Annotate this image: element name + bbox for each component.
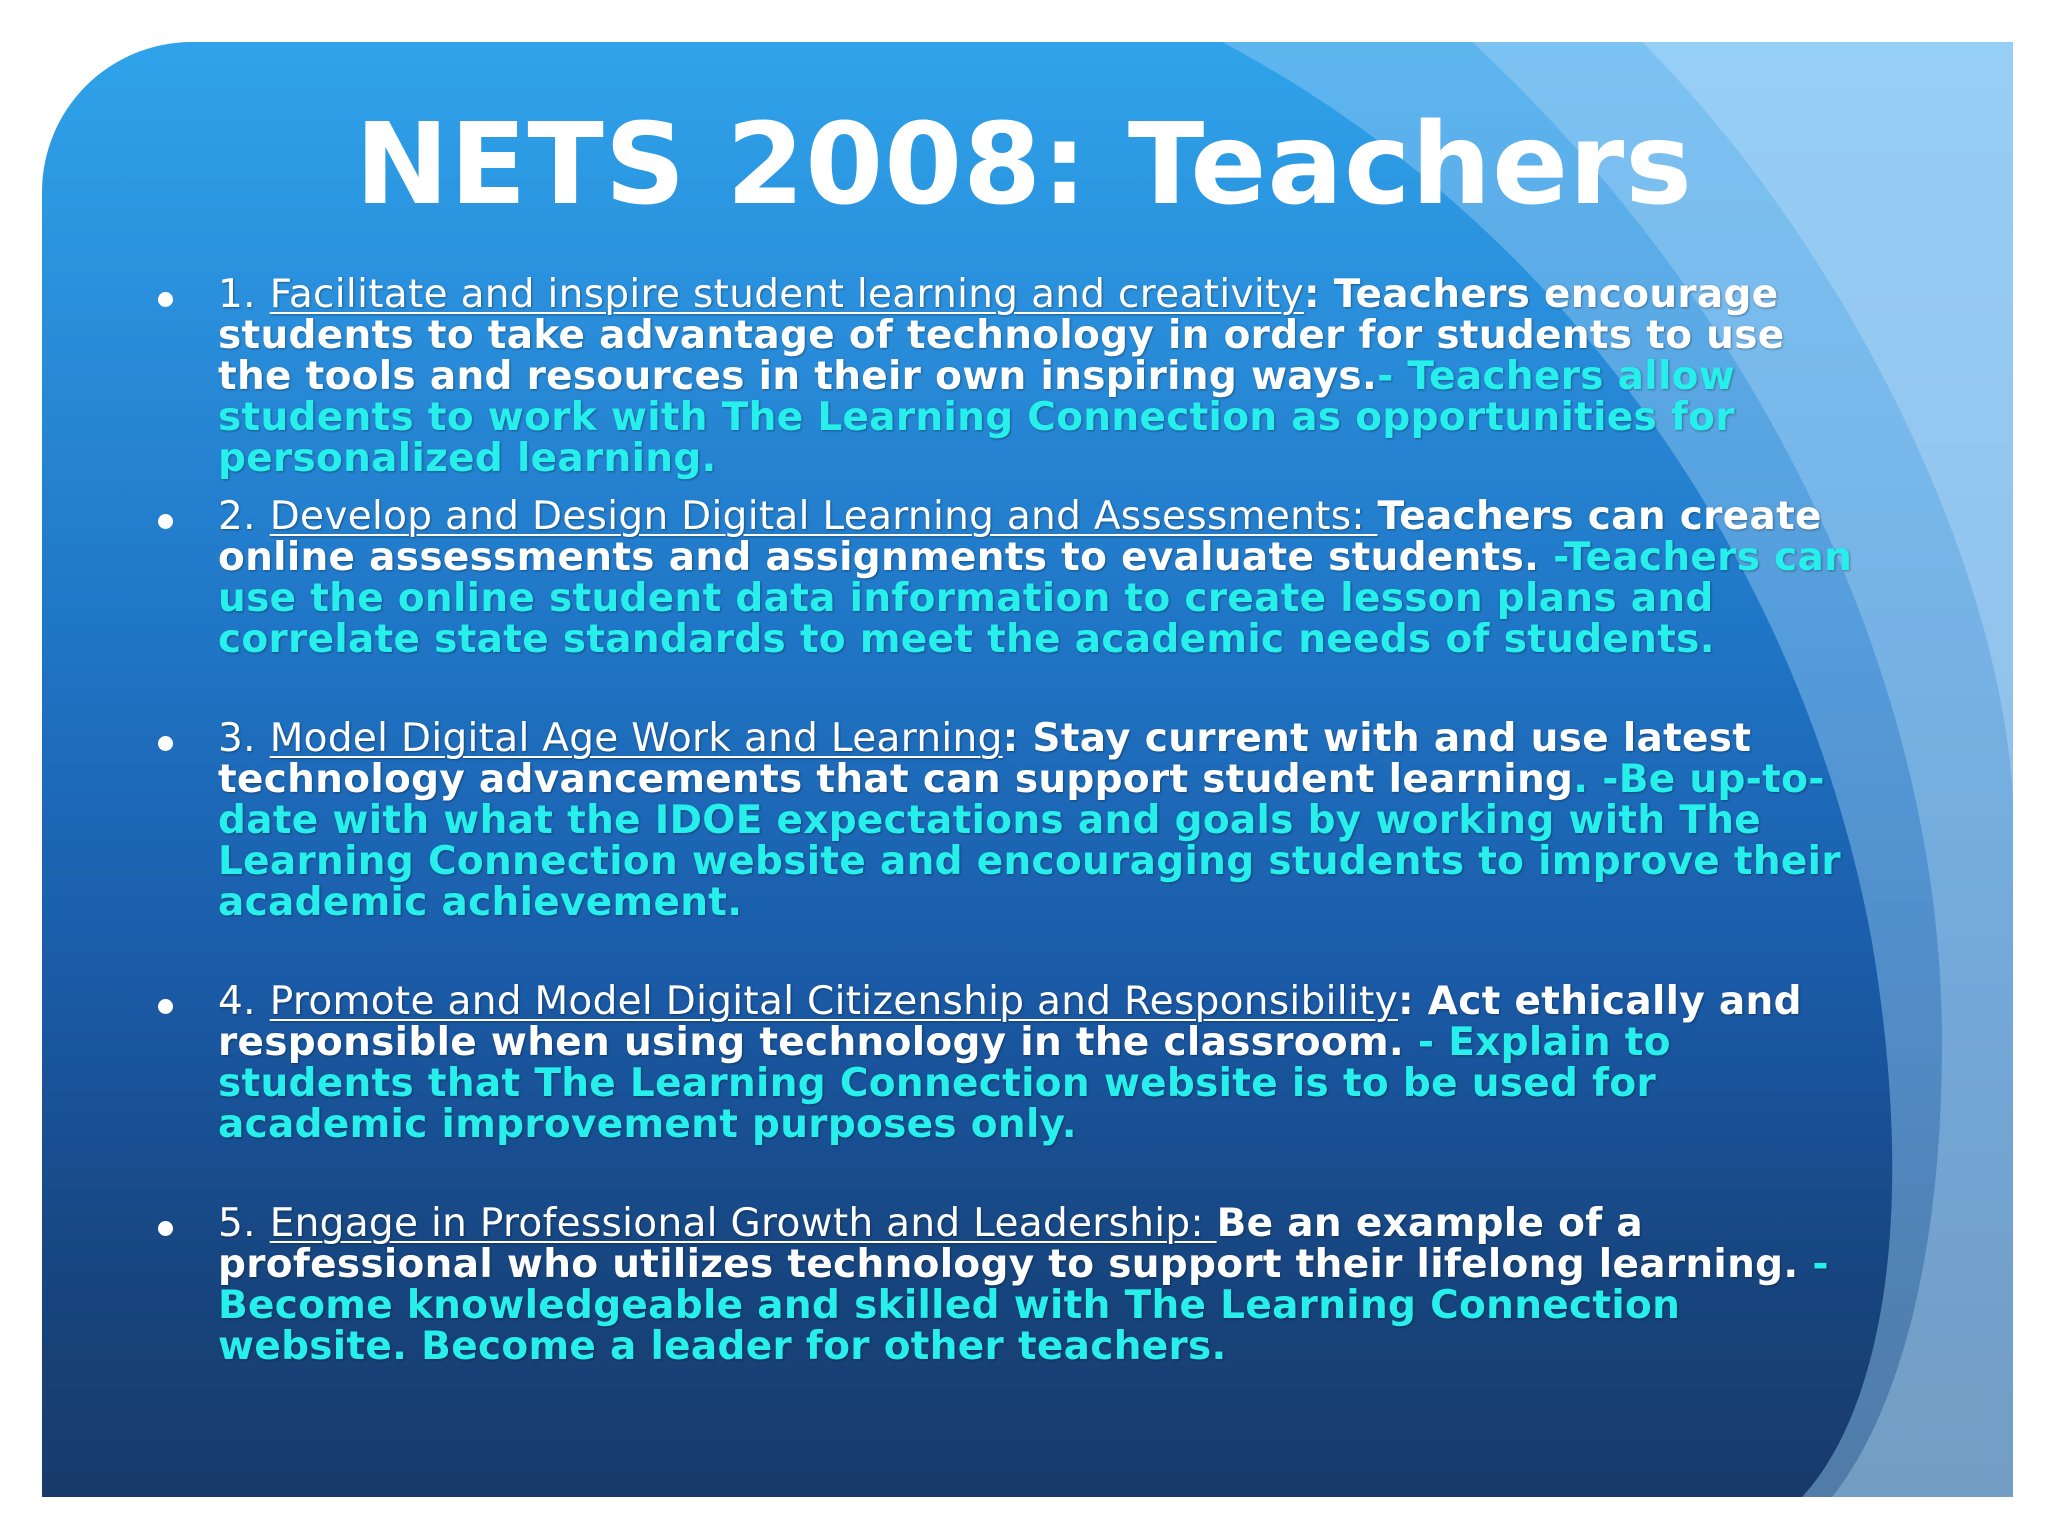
item-separator: : — [1002, 716, 1019, 761]
item-separator: : — [1398, 979, 1414, 1024]
bullet-dot-icon — [158, 1221, 173, 1236]
item-note: - Teachers allow students to work with The Learning Connection as opportunities for personalized learning. — [218, 354, 1736, 481]
item-number: 1. — [218, 272, 256, 317]
bullet-dot-icon — [158, 514, 173, 529]
item-body: Teachers can create online assessments and assignments to evaluate students. — [218, 494, 1822, 580]
item-body: Act ethically and responsible when using technology in the classroom. — [218, 979, 1802, 1065]
item-heading: Facilitate and inspire student learning and creativity — [269, 272, 1304, 317]
item-body: Stay current with and use latest technology advancements that can support student learning — [218, 716, 1752, 802]
item-number: 3. — [218, 716, 256, 761]
item-body: Be an example of a professional who utilizes technology to support their lifelong learning. — [218, 1201, 1813, 1287]
item-text — [218, 1203, 1858, 1367]
item-text — [218, 718, 1858, 923]
item-separator: : — [1303, 272, 1320, 317]
item-heading: Develop and Design Digital Learning and Assessments: — [269, 494, 1378, 539]
item-note: -Teachers can use the online student data information to create lesson plans and correlate state standards to meet the academic needs of students. — [218, 535, 1853, 662]
item-text — [218, 274, 1858, 479]
bullet-dot-icon — [158, 736, 173, 751]
item-heading: Engage in Professional Growth and Leadership: — [269, 1201, 1217, 1246]
item-number: 4. — [218, 979, 256, 1024]
slide-title: NETS 2008: Teachers — [355, 100, 1693, 230]
item-note: - Explain to students that The Learning Connection website is to be used for academic improvement purposes only. — [218, 1020, 1671, 1147]
item-body: Teachers encourage students to take advantage of technology in order for students to use the tools and resources in their own inspiring ways. — [218, 272, 1785, 399]
item-text — [218, 981, 1858, 1145]
item-text — [218, 496, 1858, 660]
item-heading: Promote and Model Digital Citizenship and Responsibility — [269, 979, 1399, 1024]
bullet-dot-icon — [158, 999, 173, 1014]
item-number: 5. — [218, 1201, 256, 1246]
item-heading: Model Digital Age Work and Learning — [269, 716, 1003, 761]
item-note: - Become knowledgeable and skilled with The Learning Connection website. Become a leader for other teachers. — [218, 1242, 1829, 1369]
item-number: 2. — [218, 494, 256, 539]
item-note: . -Be up-to-date with what the IDOE expectations and goals by working with The Learning Connection website and encouraging students to improve their academic achievement. — [218, 757, 1841, 925]
bullet-dot-icon — [158, 292, 173, 307]
